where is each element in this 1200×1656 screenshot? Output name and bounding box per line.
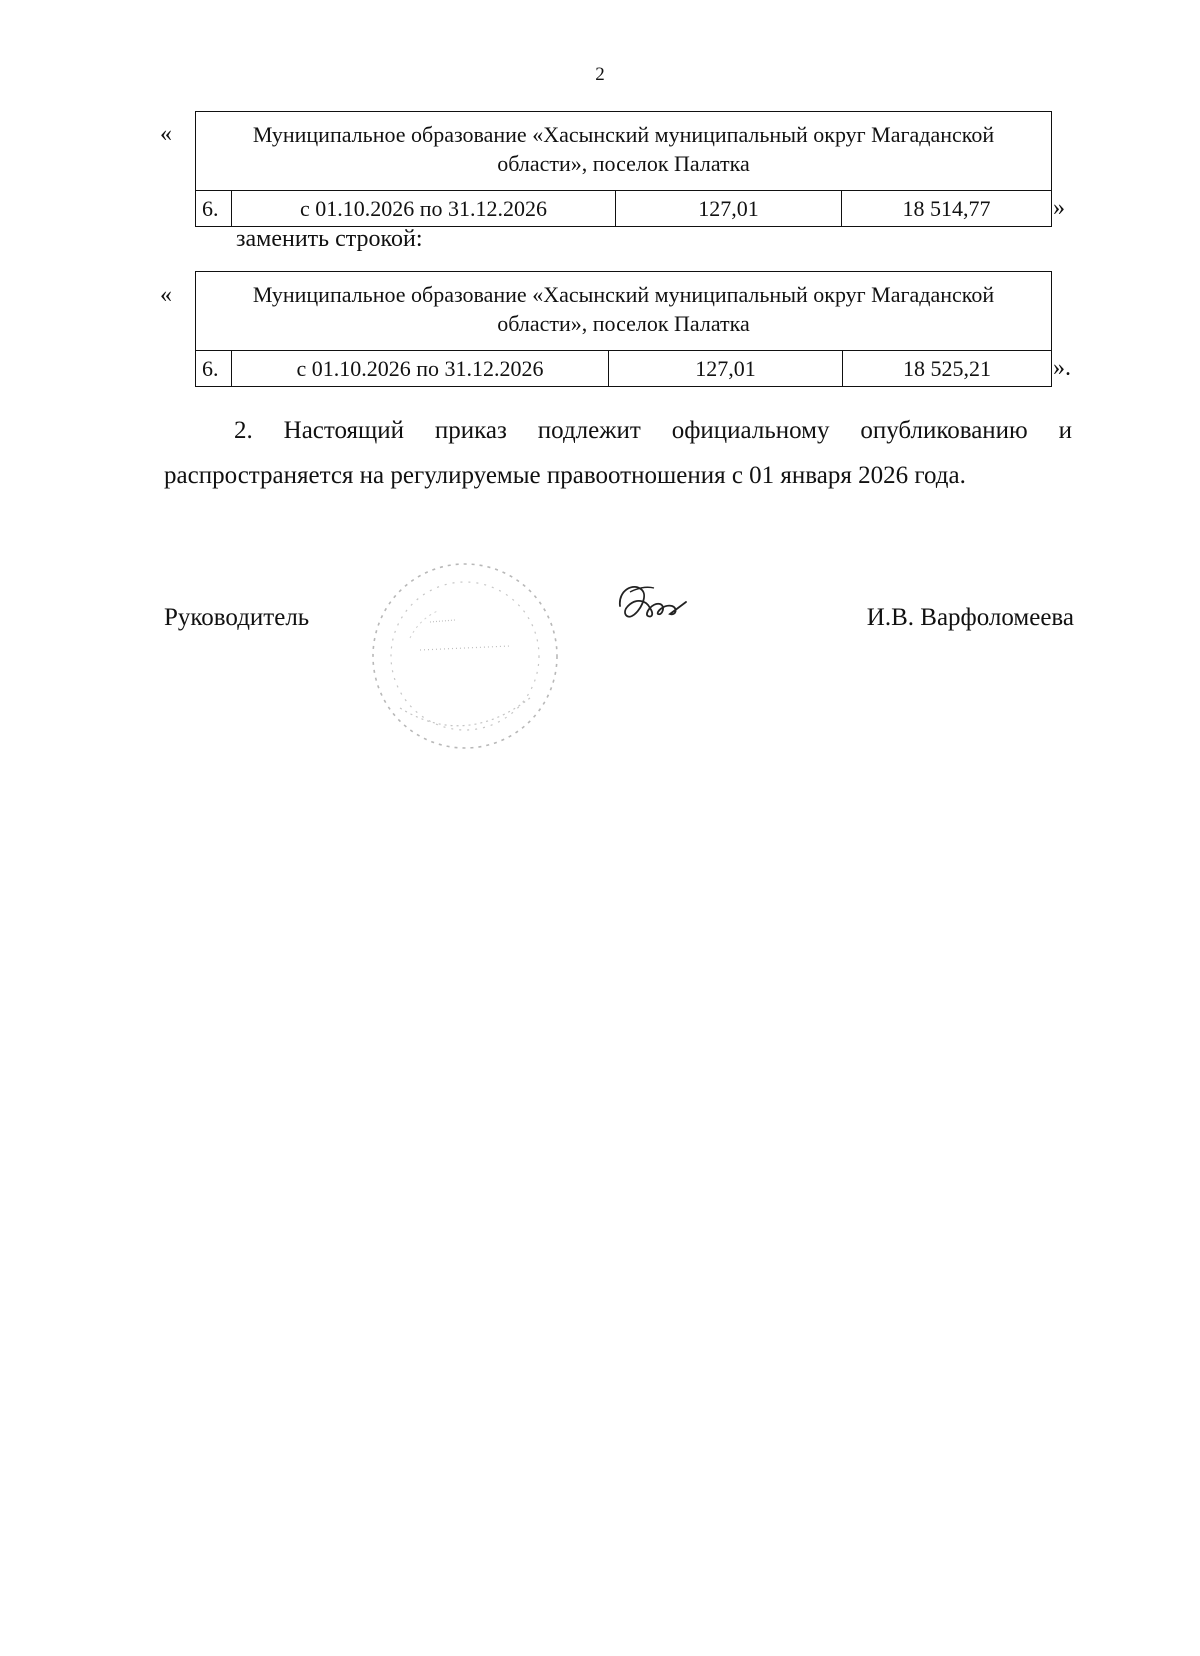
signature-icon: [612, 578, 692, 628]
official-seal-icon: [360, 538, 580, 768]
signer-title: Руководитель: [164, 604, 310, 631]
close-quote-new: ».: [1053, 355, 1071, 381]
row-period: с 01.10.2026 по 31.12.2026: [232, 191, 616, 227]
row-number: 6.: [196, 191, 232, 227]
open-quote-new: «: [160, 282, 172, 308]
signer-name: И.В. Варфоломеева: [866, 604, 1074, 631]
row-period: с 01.10.2026 по 31.12.2026: [232, 351, 609, 387]
open-quote-old: «: [160, 121, 172, 147]
page-number: 2: [595, 64, 605, 85]
close-quote-old: »: [1053, 195, 1065, 221]
table-new-header: Муниципальное образование «Хасынский муниципальный округ Магаданской области», поселок Палатка: [196, 272, 1052, 351]
row-value1: 127,01: [616, 191, 842, 227]
table-row: [196, 191, 1052, 227]
paragraph-2: 2. Настоящий приказ подлежит официальному опубликованию и распространяется на регулируемые правоотношения с 01 января 2026 года.: [164, 417, 1072, 489]
row-value2: 18 514,77: [842, 191, 1052, 227]
table-old-header: Муниципальное образование «Хасынский муниципальный округ Магаданской области», поселок Палатка: [196, 112, 1052, 191]
table-new: [195, 271, 1052, 387]
replace-label: заменить строкой:: [236, 226, 423, 252]
row-value2: 18 525,21: [843, 351, 1052, 387]
table-old: [195, 111, 1052, 227]
row-value1: 127,01: [609, 351, 843, 387]
row-number: 6.: [196, 351, 232, 387]
table-row: [196, 351, 1052, 387]
